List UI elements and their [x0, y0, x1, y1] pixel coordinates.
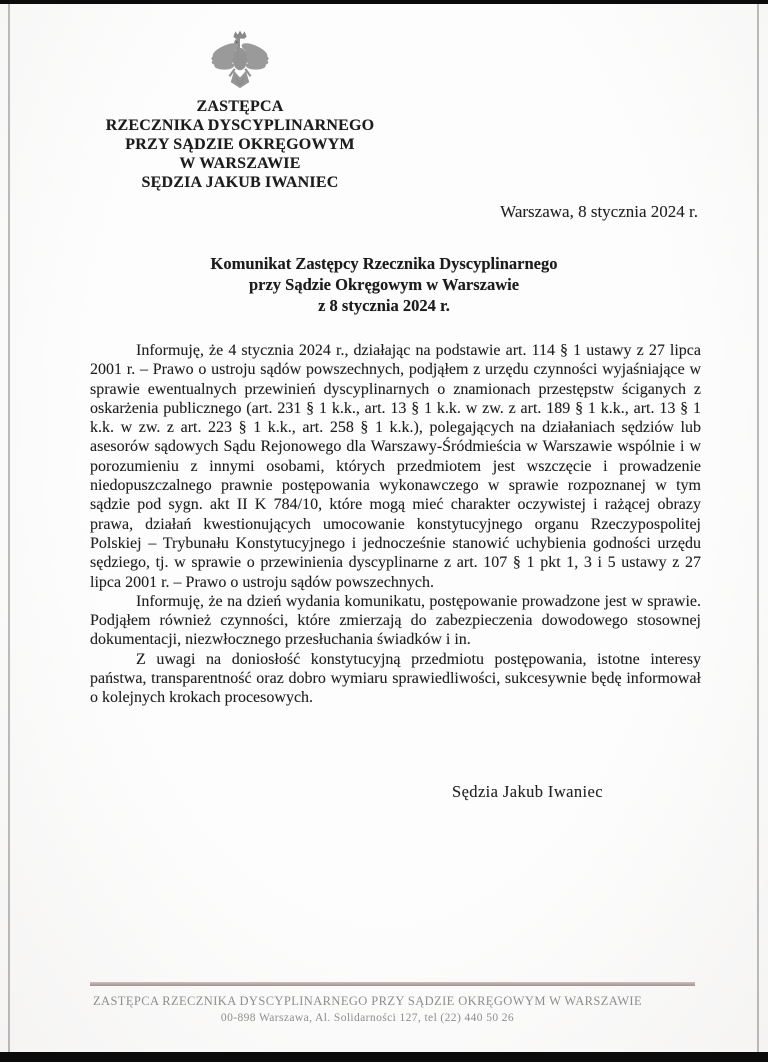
document-footer — [0, 982, 768, 1052]
footer-text — [35, 994, 700, 1024]
footer-address-line: 00-898 Warszawa, Al. Solidarności 127, tel (22) 440 50 26 — [220, 1012, 515, 1024]
letterhead-line: W WARSZAWIE — [179, 155, 301, 172]
title-line: z 8 stycznia 2024 r. — [318, 296, 450, 315]
title-line: przy Sądzie Okręgowym w Warszawie — [248, 275, 520, 294]
right-photo-hairline — [757, 4, 759, 1052]
footer-divider — [90, 982, 695, 986]
document-title — [0, 253, 768, 316]
letterhead — [95, 97, 385, 192]
letterhead-line: SĘDZIA JAKUB IWANIEC — [141, 174, 339, 191]
paragraph: Informuję, że na dzień wydania komunikatu, postępowanie prowadzone jest w sprawie. Podjąłem również czynności, które zmierzają do zabezpieczenia dowodowego stosownej dokumentacji, niezwłocznego przesłuchania świadków i in. — [90, 592, 701, 649]
photo-frame-bottom — [0, 1052, 768, 1062]
document-page — [0, 4, 768, 1052]
left-photo-hairline — [8, 4, 10, 1052]
photo-frame-top — [0, 0, 768, 4]
letterhead-line: RZECZNIKA DYSCYPLINARNEGO — [105, 117, 375, 134]
paragraph: Informuję, że 4 stycznia 2024 r., działając na podstawie art. 114 § 1 ustawy z 27 lipca 2001 r. – Prawo o ustroju sądów powszechnych, podjąłem z urzędu czynności wyjaśniające w sprawie ewentualnych przewinień dyscyplinarnych o znamionach przestępstw ściganych z oskarżenia publicznego (art. 231 § 1 k.k., art. 13 § 1 k.k. w zw. z art. 189 § 1 k.k., art. 13 § 1 k.k. w zw. z art. 223 § 1 k.k., art. 258 § 1 k.k.), polegających na działaniach sędziów lub asesorów sądowych Sądu Rejonowego dla Warszawy-Śródmieścia w Warszawie wspólnie i w porozumieniu z innymi osobami, których przedmiotem jest wszczęcie i prowadzenie niedopuszczalnego prawnie postępowania wykonawczego w sprawie rozpoznanej w tym sądzie pod sygn. akt II K 784/10, które mogą mieć charakter oczywistej i rażącej obrazy prawa, działań kwestionujących umocowanie konstytucyjnego organu Rzeczypospolitej Polskiej – Trybunału Konstytucyjnego i jednocześnie stanowić uchybienia godności urzędu sędziego, tj. w sprawie o przewinienia dyscyplinarne z art. 107 § 1 pkt 1, 3 i 5 ustawy z 27 lipca 2001 r. – Prawo o ustroju sądów powszechnych. — [90, 342, 701, 591]
dateline: Warszawa, 8 stycznia 2024 r. — [500, 202, 698, 221]
signature: Sędzia Jakub Iwaniec — [452, 782, 603, 801]
paragraph: Z uwagi na doniosłość konstytucyjną przedmiotu postępowania, istotne interesy państwa, transparentność oraz dobro wymiaru sprawiedliwości, sukcesywnie będę informował o kolejnych krokach procesowych. — [90, 650, 701, 707]
document-body — [90, 341, 701, 708]
polish-eagle-icon — [207, 28, 273, 98]
letterhead-line: ZASTĘPCA — [196, 98, 284, 115]
title-line: Komunikat Zastępcy Rzecznika Dyscyplinarnego — [210, 254, 558, 273]
footer-office-line: ZASTĘPCA RZECZNIKA DYSCYPLINARNEGO PRZY SĄDZIE OKRĘGOWYM W WARSZAWIE — [92, 994, 642, 1008]
letterhead-line: PRZY SĄDZIE OKRĘGOWYM — [125, 136, 355, 153]
